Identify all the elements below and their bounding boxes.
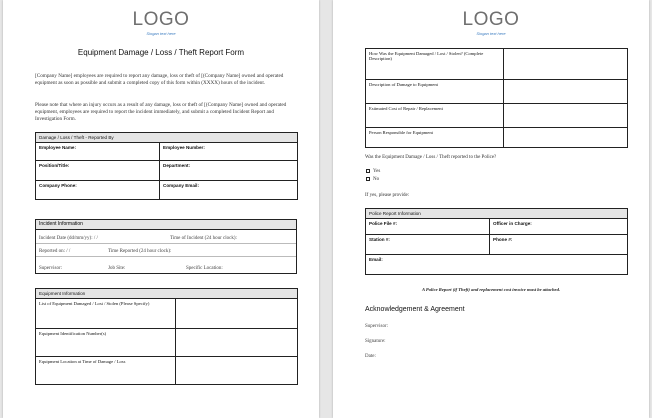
employee-name-field[interactable]: Employee Name: — [36, 143, 160, 161]
time-reported-field[interactable]: Time Reported (24 hour clock): — [108, 249, 172, 254]
reported-on-row — [36, 244, 296, 257]
ack-supervisor-field[interactable]: Supervisor: — [365, 324, 389, 329]
incident-time-field[interactable]: Time of Incident (24 hour clock): — [170, 236, 237, 241]
incident-date-row — [36, 230, 296, 244]
police-report-table — [365, 208, 628, 275]
attachment-note: A Police Report (if Theft) and replacement cost invoice must be attached. — [421, 287, 561, 292]
how-damaged-input[interactable] — [504, 49, 628, 80]
no-checkbox[interactable] — [366, 177, 370, 181]
police-report-header: Police Report Information — [366, 209, 628, 219]
page-2 — [333, 0, 649, 418]
equipment-information-table — [35, 288, 298, 385]
logo-slogan: Slogan text here — [476, 31, 506, 36]
damage-description-label: Description of Damage to Equipment — [366, 80, 504, 104]
police-file-field[interactable]: Police File #: — [366, 219, 490, 235]
incident-information-box — [35, 219, 297, 274]
yes-label: Yes — [373, 169, 381, 175]
reported-on-field[interactable]: Reported on: / / — [39, 249, 71, 254]
incident-information-header: Incident Information — [36, 220, 296, 230]
ack-signature-field[interactable]: Signature: — [365, 339, 386, 344]
equipment-information-header: Equipment Information — [36, 289, 298, 299]
job-site-field[interactable]: Job Site: — [108, 266, 126, 271]
supervisor-row — [36, 257, 296, 273]
phone-field[interactable]: Phone #: — [490, 235, 628, 255]
logo-text: LOGO — [132, 9, 190, 30]
equipment-location-input[interactable] — [176, 357, 298, 385]
intro-paragraph: [Company Name] employees are required to report any damage, loss or theft of [(Company Name] owned and operated equipment as soon as possible and submit a completed copy of this form within (XXXX) hours of the incident. — [35, 73, 284, 86]
employee-number-field[interactable]: Employee Number: — [160, 143, 298, 161]
department-field[interactable]: Department: — [160, 161, 298, 181]
yes-option[interactable] — [366, 169, 380, 174]
specific-location-field[interactable]: Specific Location: — [186, 266, 223, 271]
company-phone-field[interactable]: Company Phone: — [36, 181, 160, 200]
logo — [3, 10, 319, 36]
no-option[interactable] — [366, 177, 379, 182]
police-email-field[interactable]: Email: — [366, 255, 628, 275]
form-title: Equipment Damage / Loss / Theft Report Form — [77, 48, 245, 57]
logo-text: LOGO — [462, 9, 520, 30]
incident-date-field[interactable]: Incident Date (dd/mm/yy): / / — [39, 236, 98, 241]
police-question: Was the Equipment Damage / Loss / Theft reported to the Police? — [365, 155, 497, 160]
logo — [333, 10, 649, 36]
responsible-person-label: Person Responsible for Equipment — [366, 128, 504, 148]
equipment-id-label: Equipment Identification Number(s) — [36, 329, 176, 357]
ack-date-field[interactable]: Date: — [365, 354, 376, 359]
if-yes-text: If yes, please provide: — [365, 193, 410, 198]
reported-by-header: Damage / Loss / Theft - Reported By — [36, 133, 298, 143]
supervisor-field[interactable]: Supervisor: — [39, 266, 63, 271]
equipment-details-table — [365, 48, 628, 148]
responsible-person-input[interactable] — [504, 128, 628, 148]
company-email-field[interactable]: Company Email: — [160, 181, 298, 200]
reported-by-table — [35, 132, 298, 200]
injury-note-paragraph: Please note that where an injury occurs as a result of any damage, loss or theft of [(Company Name] owned and operated equipment, employees are required to report the incident immediately, and submit a completed Incident Report and Investigation Form. — [35, 102, 287, 122]
yes-checkbox[interactable] — [366, 169, 370, 173]
equipment-list-input[interactable] — [176, 299, 298, 329]
equipment-list-label: List of Equipment Damaged / Lost / Stolen (Please Specify) — [36, 299, 176, 329]
position-field[interactable]: Position/Title: — [36, 161, 160, 181]
repair-cost-input[interactable] — [504, 104, 628, 128]
officer-in-charge-field[interactable]: Officer in Charge: — [490, 219, 628, 235]
damage-description-input[interactable] — [504, 80, 628, 104]
page-1 — [3, 0, 319, 418]
equipment-location-label: Equipment Location at Time of Damage / Loss — [36, 357, 176, 385]
repair-cost-label: Estimated Cost of Repair / Replacement — [366, 104, 504, 128]
how-damaged-label: How Was the Equipment Damaged / Lost / Stolen? (Complete Description) — [366, 49, 504, 80]
logo-slogan: Slogan text here — [146, 31, 176, 36]
equipment-id-input[interactable] — [176, 329, 298, 357]
station-field[interactable]: Station #: — [366, 235, 490, 255]
no-label: No — [373, 177, 380, 183]
acknowledgement-title: Acknowledgement & Agreement — [365, 306, 465, 313]
